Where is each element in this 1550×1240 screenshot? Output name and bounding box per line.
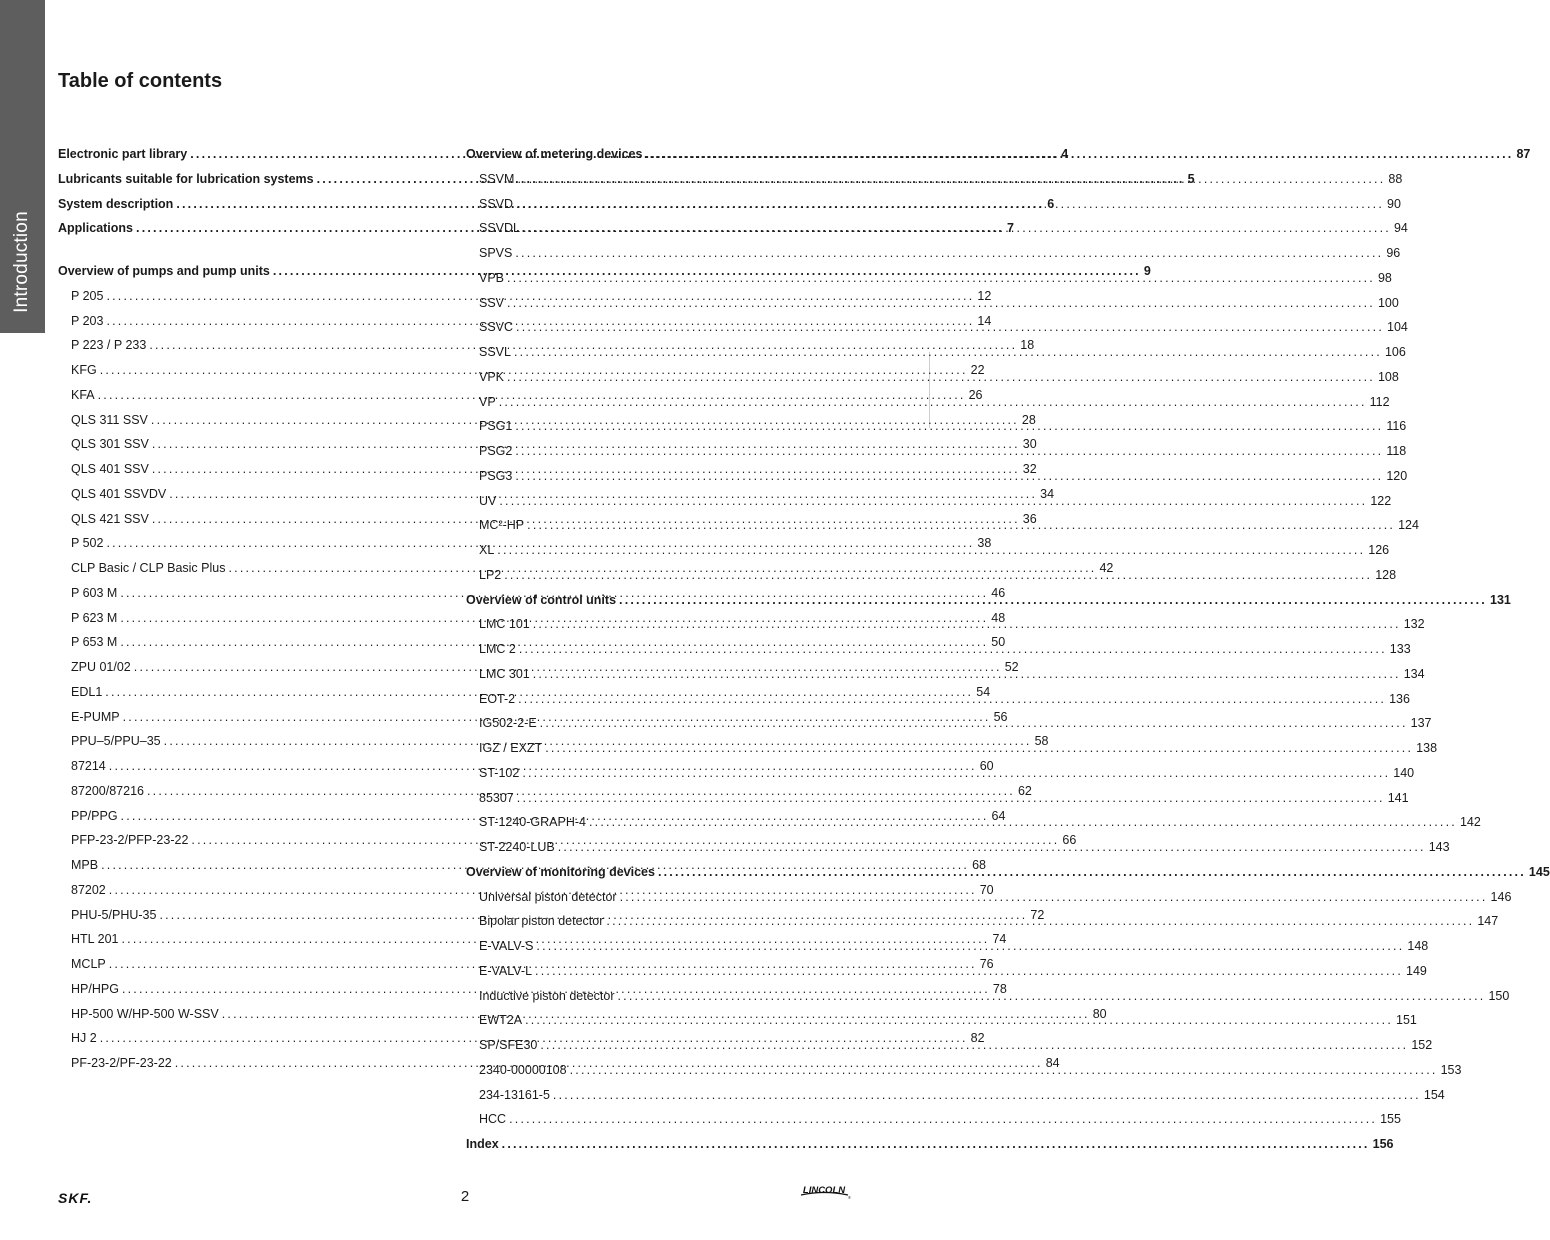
toc-entry-page: 138 xyxy=(1416,741,1438,755)
toc-entry-page: 137 xyxy=(1410,716,1432,731)
toc-leader-dots xyxy=(540,711,1408,736)
toc-section-entry[interactable] xyxy=(466,1132,1394,1157)
toc-entry-page: 128 xyxy=(1375,567,1397,582)
toc-leader-dots xyxy=(606,909,1474,934)
toc-entry-page: 118 xyxy=(1386,444,1407,458)
page-number: 2 xyxy=(460,1188,470,1205)
toc-entry-page: 149 xyxy=(1406,963,1427,978)
toc-entry-page: 62 xyxy=(1017,783,1032,798)
toc-entry[interactable] xyxy=(466,266,1392,291)
svg-text:®: ® xyxy=(848,1195,851,1200)
toc-entry-title: 85307 xyxy=(479,790,514,805)
toc-leader-dots xyxy=(499,390,1367,415)
toc-entry-page: 56 xyxy=(993,709,1008,724)
toc-entry-page: 152 xyxy=(1411,1038,1433,1052)
toc-leader-dots xyxy=(499,489,1367,514)
toc-entry-page: 133 xyxy=(1389,642,1411,656)
toc-entry-page: 32 xyxy=(1022,462,1037,476)
toc-entry-page: 34 xyxy=(1040,486,1055,501)
toc-entry-title: Inductive piston detector xyxy=(479,988,615,1003)
toc-leader-dots xyxy=(589,810,1457,835)
toc-entry-title: LMC 2 xyxy=(479,642,516,656)
lincoln-logo-text: LINCOLN xyxy=(802,1185,846,1196)
toc-entry-page: 131 xyxy=(1490,592,1511,607)
toc-entry-page: 22 xyxy=(970,363,985,377)
toc-entry-page: 94 xyxy=(1393,221,1408,236)
toc-entry-title: HJ 2 xyxy=(71,1031,97,1046)
toc-entry-title: VPB xyxy=(479,270,505,285)
toc-entry-page: 36 xyxy=(1022,511,1037,526)
toc-entry-title: SSVD xyxy=(479,196,514,211)
toc-entry-title: Lubricants suitable for lubrication systems xyxy=(58,171,314,186)
toc-entry-title: P 653 M xyxy=(71,635,118,650)
toc-entry-title: QLS 301 SSV xyxy=(71,437,149,452)
toc-entry-title: SPVS xyxy=(479,246,513,260)
toc-entry-title: UV xyxy=(479,493,497,508)
toc-entry-title: KFA xyxy=(71,387,95,402)
toc-entry-title: EDL1 xyxy=(71,684,103,699)
toc-entry-page: 14 xyxy=(977,313,992,328)
toc-entry-title: QLS 421 SSV xyxy=(71,511,149,526)
toc-entry-page: 64 xyxy=(991,808,1006,823)
toc-entry-title: P 203 xyxy=(71,313,104,328)
toc-entry-title: IGZ / EXZT xyxy=(479,741,543,755)
toc-entry-title: ST-2240-LUB xyxy=(479,840,555,854)
toc-entry-page: 12 xyxy=(977,288,992,303)
toc-entry-title: 87214 xyxy=(71,759,106,773)
toc-entry-page: 7 xyxy=(1006,221,1014,236)
toc-entry-title: E-VALV-S xyxy=(479,939,534,953)
toc-entry-title: HTL 201 xyxy=(71,932,119,947)
toc-entry-page: 6 xyxy=(1047,196,1055,211)
toc-leader-dots xyxy=(515,439,1383,464)
skf-logo: SKF. xyxy=(58,1190,93,1206)
toc-entry-page: 74 xyxy=(992,932,1007,947)
toc-entry-title: Applications xyxy=(58,221,134,236)
toc-entry-page: 151 xyxy=(1396,1013,1417,1028)
toc-leader-dots xyxy=(516,315,1384,340)
toc-leader-dots xyxy=(540,1033,1408,1058)
toc-entry-title: P 502 xyxy=(71,536,104,551)
toc-entry-title: E-PUMP xyxy=(71,709,120,724)
toc-entry-title: PFP-23-2/PFP-23-22 xyxy=(71,833,189,848)
toc-entry-title: EWT2A xyxy=(479,1013,523,1028)
toc-entry-title: E-VALV-L xyxy=(479,963,533,978)
toc-entry-page: 9 xyxy=(1143,264,1151,278)
toc-leader-dots xyxy=(497,538,1365,563)
toc-entry-page: 148 xyxy=(1407,939,1429,953)
toc-entry[interactable] xyxy=(466,192,1401,217)
toc-entry-title: LMC 301 xyxy=(479,666,530,681)
toc-entry-page: 106 xyxy=(1384,345,1406,359)
toc-entry-page: 76 xyxy=(979,957,994,971)
toc-entry-page: 143 xyxy=(1428,840,1450,854)
toc-entry-page: 72 xyxy=(1030,907,1045,922)
toc-entry-page: 54 xyxy=(976,684,991,699)
toc-leader-dots xyxy=(618,984,1486,1009)
toc-entry-page: 82 xyxy=(970,1031,985,1046)
toc-entry-page: 46 xyxy=(991,585,1006,600)
toc-entry-page: 26 xyxy=(968,387,983,402)
toc-entry-title: XL xyxy=(479,543,495,557)
toc-entry-page: 136 xyxy=(1389,691,1410,706)
toc-leader-dots xyxy=(514,340,1382,365)
toc-leader-dots xyxy=(507,365,1375,390)
toc-leader-dots xyxy=(516,192,1384,217)
toc-leader-dots xyxy=(558,835,1426,860)
toc-entry-title: Overview of pumps and pump units xyxy=(58,264,270,278)
toc-entry-page: 90 xyxy=(1387,196,1401,211)
toc-entry-title: SSV xyxy=(479,295,505,310)
toc-entry-page: 52 xyxy=(1004,660,1019,674)
toc-leader-dots xyxy=(525,1008,1393,1033)
toc-entry-title: VP xyxy=(479,394,496,409)
toc-leader-dots xyxy=(519,637,1387,662)
toc-entry-page: 58 xyxy=(1034,734,1049,749)
toc-entry-page: 124 xyxy=(1398,518,1419,533)
toc-leader-dots xyxy=(535,959,1403,984)
toc-entry-title: PSG2 xyxy=(479,444,513,458)
toc-leader-dots xyxy=(507,291,1375,316)
toc-entry-page: 155 xyxy=(1380,1112,1401,1127)
toc-entry-title: CLP Basic / CLP Basic Plus xyxy=(71,561,226,575)
toc-entry-title: PSG1 xyxy=(479,419,513,434)
toc-entry-title: Bipolar piston detector xyxy=(479,914,604,929)
toc-entry-page: 87 xyxy=(1516,147,1531,161)
toc-entry-title: P 205 xyxy=(71,288,104,303)
toc-entry-title: 234-13161-5 xyxy=(479,1087,550,1102)
toc-leader-dots xyxy=(619,588,1487,613)
toc-entry-title: MC²-HP xyxy=(479,518,525,533)
toc-leader-dots xyxy=(509,1107,1377,1132)
toc-entry-page: 4 xyxy=(1061,147,1069,161)
toc-leader-dots xyxy=(553,1083,1421,1108)
toc-entry-page: 48 xyxy=(991,610,1006,625)
toc-leader-dots xyxy=(533,612,1401,637)
toc-entry-title: VPK xyxy=(479,369,505,384)
toc-entry-page: 96 xyxy=(1386,246,1401,260)
toc-entry-page: 147 xyxy=(1477,914,1499,929)
page-title: Table of contents xyxy=(58,70,223,92)
toc-entry[interactable] xyxy=(466,241,1401,266)
toc-entry[interactable] xyxy=(466,1083,1445,1108)
toc-entry-title: PP/PPG xyxy=(71,808,118,823)
toc-entry[interactable] xyxy=(466,1107,1401,1132)
toc-entry-page: 60 xyxy=(979,759,994,773)
toc-leader-dots xyxy=(522,761,1390,786)
toc-leader-dots xyxy=(570,1058,1438,1083)
toc-entry-title: 87200/87216 xyxy=(71,783,144,798)
toc-entry-page: 5 xyxy=(1187,171,1195,186)
toc-entry-page: 146 xyxy=(1490,889,1512,904)
toc-leader-dots xyxy=(533,662,1401,687)
toc-entry-title: P 623 M xyxy=(71,610,118,625)
toc-entry-title: SSVDL xyxy=(479,221,520,236)
toc-leader-dots xyxy=(515,464,1383,489)
toc-entry-page: 154 xyxy=(1423,1087,1445,1102)
toc-entry-page: 80 xyxy=(1092,1006,1107,1021)
toc-entry-title: HCC xyxy=(479,1112,507,1127)
toc-leader-dots xyxy=(620,885,1488,910)
toc-entry-page: 126 xyxy=(1368,543,1390,557)
toc-entry-title: PF-23-2/PF-23-22 xyxy=(71,1056,172,1070)
toc-entry-title: ZPU 01/02 xyxy=(71,660,131,674)
toc-entry-page: 88 xyxy=(1388,171,1403,186)
toc-leader-dots xyxy=(502,1132,1370,1157)
toc-leader-dots xyxy=(545,736,1413,761)
toc-entry-title: System description xyxy=(58,196,174,211)
toc-entry-page: 153 xyxy=(1440,1062,1462,1077)
toc-leader-dots xyxy=(515,414,1383,439)
toc-entry-page: 156 xyxy=(1372,1137,1394,1151)
toc-entry[interactable] xyxy=(466,216,1408,241)
toc-leader-dots xyxy=(645,142,1513,167)
toc-entry-title: SSVL xyxy=(479,345,511,359)
toc-entry-page: 122 xyxy=(1370,493,1392,508)
toc-entry-page: 104 xyxy=(1387,320,1408,335)
toc-entry-page: 28 xyxy=(1021,412,1036,427)
toc-entry-page: 116 xyxy=(1386,419,1407,434)
toc-entry-page: 141 xyxy=(1387,790,1409,805)
toc-entry-title: Overview of monitoring devices xyxy=(466,864,655,879)
toc-entry-page: 50 xyxy=(991,635,1006,650)
toc-entry-title: KFG xyxy=(71,363,97,377)
toc-entry-title: QLS 311 SSV xyxy=(71,412,148,427)
toc-entry-page: 18 xyxy=(1020,338,1035,353)
toc-entry-title: MCLP xyxy=(71,957,106,971)
toc-entry-title: IG502-2-E xyxy=(479,716,537,731)
toc-entry-page: 134 xyxy=(1403,666,1425,681)
toc-entry-title: Electronic part library xyxy=(58,147,188,161)
toc-entry-title: 2340-00000108 xyxy=(479,1062,567,1077)
toc-entry-page: 70 xyxy=(979,882,994,897)
toc-entry-title: P 603 M xyxy=(71,585,118,600)
toc-entry-title: PSG3 xyxy=(479,468,513,483)
toc-entry-page: 66 xyxy=(1062,833,1077,848)
toc-leader-dots xyxy=(515,241,1383,266)
toc-leader-dots xyxy=(523,216,1391,241)
toc-entry-title: Overview of metering devices xyxy=(466,147,643,161)
toc-entry-title: Index xyxy=(466,1137,499,1151)
toc-leader-dots xyxy=(518,687,1386,712)
toc-entry-title: PHU-5/PHU-35 xyxy=(71,907,157,922)
lincoln-logo xyxy=(798,1183,850,1201)
toc-entry-title: QLS 401 SSV xyxy=(71,462,149,476)
toc-entry-title: ST-102 xyxy=(479,765,520,780)
toc-entry-page: 112 xyxy=(1369,394,1390,409)
toc-entry-title: Universal piston detector xyxy=(479,889,617,904)
toc-entry-page: 84 xyxy=(1045,1056,1060,1070)
toc-entry[interactable] xyxy=(466,167,1403,192)
section-side-tab xyxy=(0,0,45,333)
toc-entry-title: HP-500 W/HP-500 W-SSV xyxy=(71,1006,219,1021)
toc-leader-dots xyxy=(536,934,1404,959)
toc-leader-dots xyxy=(658,860,1526,885)
toc-entry-page: 142 xyxy=(1459,815,1481,830)
toc-entry-title: HP/HPG xyxy=(71,981,119,996)
toc-entry-title: SP/SFE30 xyxy=(479,1038,538,1052)
toc-entry-page: 100 xyxy=(1377,295,1399,310)
toc-entry-title: P 223 / P 233 xyxy=(71,338,147,353)
toc-leader-dots xyxy=(527,513,1395,538)
toc-entry-page: 38 xyxy=(977,536,992,551)
toc-entry-page: 30 xyxy=(1022,437,1037,452)
toc-entry-title: SSVC xyxy=(479,320,514,335)
toc-leader-dots xyxy=(517,167,1385,192)
toc-entry-page: 68 xyxy=(972,858,986,872)
section-side-tab-label: Introduction xyxy=(11,211,32,313)
toc-entry-title: EOT-2 xyxy=(479,691,516,706)
toc-entry-page: 78 xyxy=(992,981,1007,996)
toc-leader-dots xyxy=(517,786,1385,811)
toc-entry-title: 87202 xyxy=(71,882,106,897)
toc-entry-title: LMC 101 xyxy=(479,617,530,632)
toc-section-entry[interactable] xyxy=(466,142,1531,167)
toc-entry-title: ST-1240-GRAPH-4 xyxy=(479,815,586,830)
toc-entry-page: 132 xyxy=(1403,617,1425,632)
toc-entry-title: PPU–5/PPU–35 xyxy=(71,734,161,749)
toc-entry-title: SSVM xyxy=(479,171,515,186)
toc-entry-title: QLS 401 SSVDV xyxy=(71,486,167,501)
toc-entry-page: 42 xyxy=(1099,561,1114,575)
toc-leader-dots xyxy=(504,563,1372,588)
toc-entry-page: 98 xyxy=(1377,270,1392,285)
toc-entry-title: Overview of control units xyxy=(466,592,617,607)
toc-entry-page: 150 xyxy=(1488,988,1510,1003)
toc-entry-title: MPB xyxy=(71,858,99,872)
toc-entry-page: 145 xyxy=(1528,864,1550,879)
toc-entry-title: LP2 xyxy=(479,567,502,582)
toc-leader-dots xyxy=(507,266,1375,291)
toc-entry-page: 108 xyxy=(1377,369,1399,384)
toc-entry-page: 140 xyxy=(1393,765,1415,780)
toc-entry-page: 120 xyxy=(1386,468,1408,483)
